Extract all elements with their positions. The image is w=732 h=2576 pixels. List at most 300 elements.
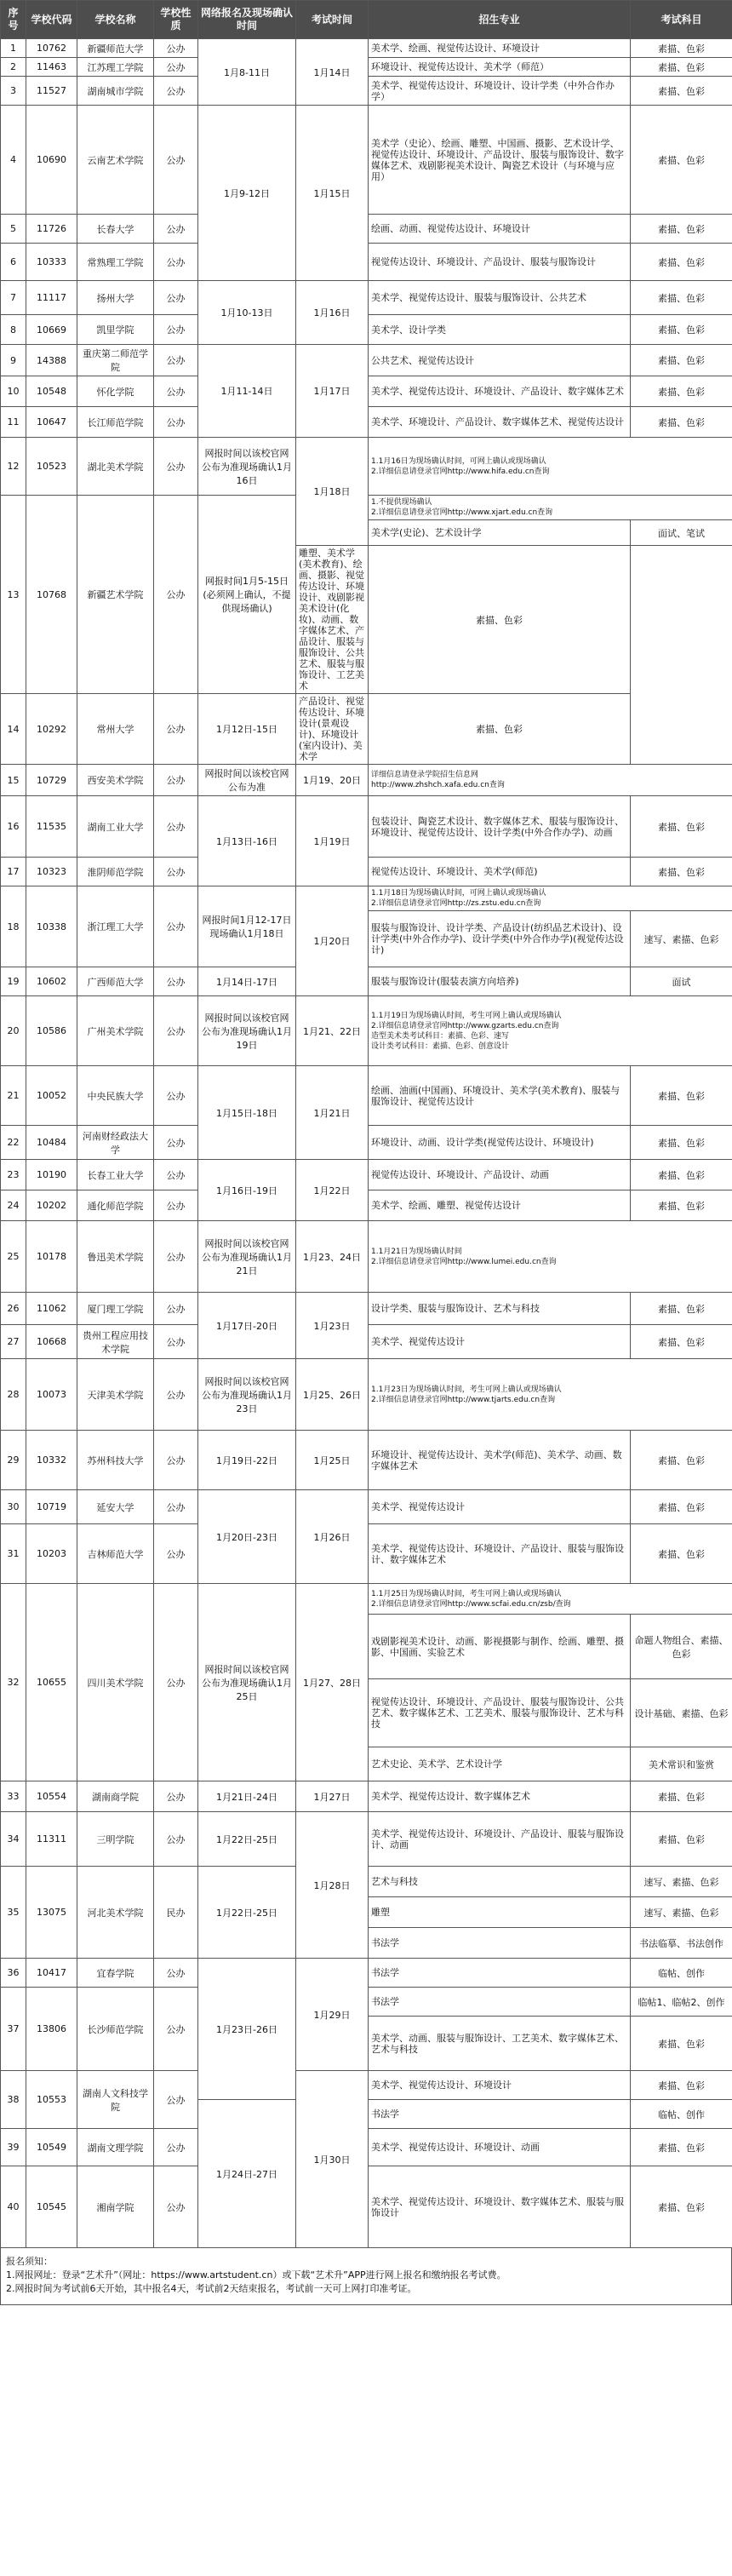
school-code: 11527	[26, 77, 77, 106]
notes-line-2: 2.网报时间为考试前6天开始，其中报名4天，考试前2天结束报名，考试前一天可上网打印准考证。	[6, 2283, 417, 2294]
majors: 书法学	[369, 2100, 631, 2129]
note-line: http://www.zhshch.xafa.edu.cn查询	[371, 781, 505, 789]
table-row	[1, 345, 732, 376]
subjects: 素描、色彩	[631, 1490, 732, 1524]
registration-time: 1月23日-26日	[198, 1959, 296, 2100]
school-name: 江苏理工学院	[77, 58, 154, 77]
school-name: 西安美术学院	[77, 765, 154, 796]
school-type: 公办	[154, 244, 198, 281]
row-no: 8	[1, 315, 26, 345]
table-row	[1, 1490, 732, 1524]
row-no: 13	[1, 496, 26, 694]
row-no: 30	[1, 1490, 26, 1524]
school-name: 中央民族大学	[77, 1066, 154, 1126]
school-name: 贵州工程应用技术学院	[77, 1325, 154, 1359]
col-header-no: 序号	[1, 1, 26, 39]
majors: 视觉传达设计、环境设计、产品设计、服装与服饰设计	[369, 244, 631, 281]
col-header-subjects: 考试科目	[631, 1, 732, 39]
subjects: 临帖、创作	[631, 2100, 732, 2129]
exam-time: 1月21、22日	[296, 996, 369, 1066]
registration-time: 1月21日-24日	[198, 1781, 296, 1812]
row-no: 15	[1, 765, 26, 796]
notes-line-1: 1.网报网址：登录“艺术升”（网址：https://www.artstudent.cn）或下载“艺术升”APP进行网上报名和缴纳报名考试费。	[6, 2269, 506, 2281]
majors: 美术学、绘画、视觉传达设计、环境设计	[369, 39, 631, 58]
exam-time: 1月20日	[296, 886, 369, 996]
school-code: 10203	[26, 1524, 77, 1584]
table-body	[1, 39, 732, 2248]
subjects: 素描、色彩	[631, 281, 732, 315]
col-header-code: 学校代码	[26, 1, 77, 39]
school-name: 常熟理工学院	[77, 244, 154, 281]
majors: 戏剧影视美术设计、动画、影视摄影与制作、绘画、雕塑、摄影、中国画、实验艺术	[369, 1615, 631, 1679]
registration-time: 1月13日-16日	[198, 796, 296, 886]
row-no: 19	[1, 967, 26, 996]
school-code: 14388	[26, 345, 77, 376]
school-name: 延安大学	[77, 1490, 154, 1524]
school-name: 四川美术学院	[77, 1584, 154, 1781]
school-code: 10549	[26, 2129, 77, 2166]
table-row	[1, 39, 732, 58]
majors: 艺术与科技	[369, 1867, 631, 1897]
table-row	[1, 1959, 732, 1988]
school-code: 10523	[26, 438, 77, 496]
school-code: 10484	[26, 1126, 77, 1160]
table-row	[1, 886, 732, 911]
table-row	[1, 996, 732, 1066]
registration-time: 网报时间以该校官网公布为准现场确认1月23日	[198, 1359, 296, 1431]
table-row	[1, 1812, 732, 1867]
school-notes	[369, 886, 732, 911]
row-no: 20	[1, 996, 26, 1066]
school-code: 10338	[26, 886, 77, 967]
row-no: 34	[1, 1812, 26, 1867]
col-header-type: 学校性质	[154, 1, 198, 39]
school-name: 广西师范大学	[77, 967, 154, 996]
school-name: 淮阴师范学院	[77, 858, 154, 886]
subjects: 素描、色彩	[631, 1781, 732, 1812]
subjects: 素描、色彩	[631, 315, 732, 345]
school-type: 公办	[154, 996, 198, 1066]
row-no: 5	[1, 215, 26, 244]
exam-time: 1月23、24日	[296, 1221, 369, 1293]
registration-time: 网报时间以该校官网公布为准现场确认1月25日	[198, 1584, 296, 1781]
majors: 视觉传达设计、环境设计、美术学(师范)	[369, 858, 631, 886]
registration-time: 网报时间以该校官网公布为准现场确认1月16日	[198, 438, 296, 496]
school-name: 新疆师范大学	[77, 39, 154, 58]
note-line: 造型美术类考试科目：素描、色彩、速写	[371, 1031, 510, 1041]
school-name: 湖南工业大学	[77, 796, 154, 858]
school-type: 公办	[154, 345, 198, 376]
majors: 绘画、动画、视觉传达设计、环境设计	[369, 215, 631, 244]
registration-time: 网报时间以该校官网公布为准现场确认1月19日	[198, 996, 296, 1066]
school-type: 公办	[154, 796, 198, 858]
school-notes	[369, 438, 732, 496]
school-code: 11463	[26, 58, 77, 77]
majors: 美术学、视觉传达设计、环境设计、产品设计、数字媒体艺术	[369, 376, 631, 407]
registration-time: 1月11-14日	[198, 345, 296, 438]
col-header-exam-time: 考试时间	[296, 1, 369, 39]
majors: 美术学、视觉传达设计、服装与服饰设计、公共艺术	[369, 281, 631, 315]
school-notes	[369, 1359, 732, 1431]
table-row	[1, 1293, 732, 1325]
exam-time: 1月25日	[296, 1431, 369, 1490]
majors: 视觉传达设计、环境设计、产品设计、服装与服饰设计、公共艺术、数字媒体艺术、工艺美术、服装与服饰设计、艺术与科技	[369, 1679, 631, 1747]
registration-time: 网报时间1月12-17日现场确认1月18日	[198, 886, 296, 967]
row-no: 26	[1, 1293, 26, 1325]
school-code: 10332	[26, 1431, 77, 1490]
school-code: 10762	[26, 39, 77, 58]
registration-time: 网报时间1月5-15日(必须网上确认，不提供现场确认)	[198, 496, 296, 694]
row-no: 28	[1, 1359, 26, 1431]
school-notes	[369, 1221, 732, 1293]
school-name: 怀化学院	[77, 376, 154, 407]
school-code: 13075	[26, 1867, 77, 1959]
majors: 美术学、绘画、雕塑、视觉传达设计	[369, 1190, 631, 1221]
school-code: 10669	[26, 315, 77, 345]
majors: 环境设计、视觉传达设计、美术学（师范）	[369, 58, 631, 77]
majors: 绘画、油画(中国画)、环境设计、美术学(美术教育)、服装与服饰设计、视觉传达设计	[369, 1066, 631, 1126]
table-row	[1, 1781, 732, 1812]
table-row	[1, 281, 732, 315]
row-no: 10	[1, 376, 26, 407]
school-type: 公办	[154, 1160, 198, 1190]
subjects: 面试、笔试	[631, 520, 732, 546]
school-code: 10586	[26, 996, 77, 1066]
school-code: 10729	[26, 765, 77, 796]
school-code: 10602	[26, 967, 77, 996]
school-code: 10323	[26, 858, 77, 886]
row-no: 12	[1, 438, 26, 496]
row-no: 27	[1, 1325, 26, 1359]
school-name: 广州美术学院	[77, 996, 154, 1066]
school-name: 新疆艺术学院	[77, 496, 154, 694]
subjects: 素描、色彩	[631, 1126, 732, 1160]
table-row	[1, 2071, 732, 2100]
row-no: 6	[1, 244, 26, 281]
school-notes	[369, 996, 732, 1066]
majors: 视觉传达设计、环境设计、产品设计、动画	[369, 1160, 631, 1190]
row-no: 21	[1, 1066, 26, 1126]
school-type: 公办	[154, 1812, 198, 1867]
exam-time: 1月19日	[296, 796, 369, 886]
registration-time: 1月12日-15日	[198, 694, 296, 765]
school-code: 10052	[26, 1066, 77, 1126]
school-name: 通化师范学院	[77, 1190, 154, 1221]
row-no: 18	[1, 886, 26, 967]
row-no: 29	[1, 1431, 26, 1490]
subjects: 素描、色彩	[631, 2071, 732, 2100]
table-row	[1, 106, 732, 215]
notes-title: 报名须知：	[6, 2256, 53, 2267]
subjects: 速写、素描、色彩	[631, 1897, 732, 1928]
registration-time: 1月24日-27日	[198, 2100, 296, 2248]
school-name: 常州大学	[77, 694, 154, 765]
school-type: 公办	[154, 1126, 198, 1160]
subjects: 设计基础、素描、色彩	[631, 1679, 732, 1747]
majors: 美术学、环境设计、产品设计、数字媒体艺术、视觉传达设计	[369, 407, 631, 438]
subjects: 素描、色彩	[631, 1190, 732, 1221]
table-row	[1, 1431, 732, 1490]
school-type: 公办	[154, 886, 198, 967]
row-no: 40	[1, 2166, 26, 2248]
majors: 美术学、设计学类	[369, 315, 631, 345]
school-name: 厦门理工学院	[77, 1293, 154, 1325]
note-line: 1.1月25日为现场确认时间，考生可网上确认或现场确认	[371, 1589, 562, 1598]
majors: 雕塑	[369, 1897, 631, 1928]
subjects: 素描、色彩	[631, 2017, 732, 2071]
school-type: 公办	[154, 1066, 198, 1126]
exam-time: 1月18日	[296, 438, 369, 546]
row-no: 36	[1, 1959, 26, 1988]
majors: 美术学、视觉传达设计、环境设计、数字媒体艺术、服装与服饰设计	[369, 2166, 631, 2248]
school-type: 公办	[154, 1190, 198, 1221]
school-name: 湖南城市学院	[77, 77, 154, 106]
note-line: 2.详细信息请登录官网http://www.lumei.edu.cn查询	[371, 1257, 557, 1266]
majors: 美术学、视觉传达设计、数字媒体艺术	[369, 1781, 631, 1812]
registration-time: 1月8-11日	[198, 39, 296, 106]
subjects: 书法临摹、书法创作	[631, 1928, 732, 1959]
majors: 美术学(史论)、艺术设计学	[369, 520, 631, 546]
row-no: 23	[1, 1160, 26, 1190]
exam-time: 1月15日	[296, 106, 369, 281]
school-code: 10768	[26, 496, 77, 694]
school-code: 13806	[26, 1988, 77, 2071]
school-type: 公办	[154, 1431, 198, 1490]
school-code: 10190	[26, 1160, 77, 1190]
registration-time: 1月9-12日	[198, 106, 296, 281]
school-code: 11062	[26, 1293, 77, 1325]
note-line: 2.详细信息请登录官网http://zs.zstu.edu.cn查询	[371, 899, 541, 908]
note-line: 1.1月16日为现场确认时间，可网上确认或现场确认	[371, 456, 546, 466]
majors: 公共艺术、视觉传达设计	[369, 345, 631, 376]
school-type: 公办	[154, 1490, 198, 1524]
school-code: 10202	[26, 1190, 77, 1221]
school-code: 10417	[26, 1959, 77, 1988]
school-name: 湖北美术学院	[77, 438, 154, 496]
note-line: 1.不提供现场确认	[371, 498, 432, 507]
majors: 环境设计、视觉传达设计、美术学(师范)、美术学、动画、数字媒体艺术	[369, 1431, 631, 1490]
registration-time: 1月22日-25日	[198, 1867, 296, 1959]
school-name: 鲁迅美术学院	[77, 1221, 154, 1293]
registration-time: 1月19日-22日	[198, 1431, 296, 1490]
row-no: 38	[1, 2071, 26, 2129]
subjects: 速写、素描、色彩	[631, 911, 732, 967]
school-code: 10647	[26, 407, 77, 438]
school-type: 公办	[154, 407, 198, 438]
school-name: 凯里学院	[77, 315, 154, 345]
note-line: 设计类考试科目：素描、色彩、创意设计	[371, 1041, 510, 1051]
school-type: 公办	[154, 1221, 198, 1293]
exam-time: 1月27日	[296, 1781, 369, 1812]
majors: 雕塑、美术学(美术教育)、绘画、摄影、视觉传达设计、环境设计、戏剧影视美术设计(化妆)、动画、数字媒体艺术、产品设计、服装与服饰设计、公共艺术、服装与服饰设计、工艺美术	[296, 546, 369, 694]
majors: 美术学、视觉传达设计	[369, 1325, 631, 1359]
exam-time: 1月29日	[296, 1959, 369, 2071]
exam-time: 1月19、20日	[296, 765, 369, 796]
school-type: 公办	[154, 281, 198, 315]
row-no: 14	[1, 694, 26, 765]
school-notes	[369, 496, 732, 520]
school-code: 10178	[26, 1221, 77, 1293]
school-name: 苏州科技大学	[77, 1431, 154, 1490]
school-code: 11726	[26, 215, 77, 244]
school-name: 河南财经政法大学	[77, 1126, 154, 1160]
table-row	[1, 1221, 732, 1293]
school-type: 公办	[154, 496, 198, 694]
subjects: 素描、色彩	[631, 376, 732, 407]
school-name: 湖南人文科技学院	[77, 2071, 154, 2129]
school-code: 10292	[26, 694, 77, 765]
row-no: 37	[1, 1988, 26, 2071]
note-line: 2.详细信息请登录官网http://www.hifa.edu.cn查询	[371, 467, 550, 476]
exam-time: 1月17日	[296, 345, 369, 438]
school-code: 10545	[26, 2166, 77, 2248]
registration-time: 1月22日-25日	[198, 1812, 296, 1867]
table-row	[1, 1584, 732, 1615]
note-line: 2.详细信息请登录官网http://www.tjarts.edu.cn查询	[371, 1395, 556, 1404]
school-code: 11311	[26, 1812, 77, 1867]
exam-time: 1月28日	[296, 1812, 369, 1959]
school-type: 公办	[154, 1293, 198, 1325]
majors: 包装设计、陶瓷艺术设计、数字媒体艺术、服装与服饰设计、环境设计、视觉传达设计、设计学类(中外合作办学)、动画	[369, 796, 631, 858]
exam-time: 1月23日	[296, 1293, 369, 1359]
subjects: 面试	[631, 967, 732, 996]
majors: 艺术史论、美术学、艺术设计学	[369, 1747, 631, 1781]
note-line: 1.1月23日为现场确认时间，考生可网上确认或现场确认	[371, 1385, 562, 1394]
subjects: 素描、色彩	[631, 1524, 732, 1584]
exam-time: 1月30日	[296, 2071, 369, 2248]
subjects: 美术常识和鉴赏	[631, 1747, 732, 1781]
row-no: 11	[1, 407, 26, 438]
table-row	[1, 694, 732, 765]
school-type: 公办	[154, 694, 198, 765]
subjects: 素描、色彩	[631, 1325, 732, 1359]
subjects: 素描、色彩	[369, 546, 631, 694]
school-type: 公办	[154, 39, 198, 58]
majors: 美术学、视觉传达设计、环境设计、设计学类（中外合作办学）	[369, 77, 631, 106]
school-code: 11117	[26, 281, 77, 315]
majors: 环境设计、动画、设计学类(视觉传达设计、环境设计)	[369, 1126, 631, 1160]
school-code: 10690	[26, 106, 77, 215]
school-type: 公办	[154, 1781, 198, 1812]
registration-notes	[0, 2248, 732, 2305]
school-type: 公办	[154, 858, 198, 886]
majors: 服装与服饰设计、设计学类、产品设计(纺织品艺术设计)、设计学类(中外合作办学)、设计学类(中外合作办学)(视觉传达设计)	[369, 911, 631, 967]
majors: 美术学、视觉传达设计、环境设计	[369, 2071, 631, 2100]
majors: 美术学、视觉传达设计	[369, 1490, 631, 1524]
registration-time: 网报时间以该校官网公布为准现场确认1月21日	[198, 1221, 296, 1293]
majors: 产品设计、视觉传达设计、环境设计(景观设计)、环境设计(室内设计)、美术学	[296, 694, 369, 765]
subjects: 素描、色彩	[631, 1293, 732, 1325]
school-type: 公办	[154, 106, 198, 215]
school-type: 公办	[154, 315, 198, 345]
subjects: 素描、色彩	[631, 1160, 732, 1190]
registration-time: 1月16日-19日	[198, 1160, 296, 1221]
school-type: 公办	[154, 438, 198, 496]
col-header-majors: 招生专业	[369, 1, 631, 39]
subjects: 速写、素描、色彩	[631, 1867, 732, 1897]
subjects: 素描、色彩	[631, 2129, 732, 2166]
school-type: 公办	[154, 1959, 198, 1988]
col-header-registration: 网络报名及现场确认时间	[198, 1, 296, 39]
registration-time: 1月17日-20日	[198, 1293, 296, 1359]
note-line: 详细信息请登录学院招生信息网	[371, 771, 479, 779]
majors: 美术学、视觉传达设计、环境设计、产品设计、服装与服饰设计、数字媒体艺术	[369, 1524, 631, 1584]
majors: 美术学（史论）、绘画、雕塑、中国画、摄影、艺术设计学、视觉传达设计、环境设计、产品设计、服装与服饰设计、数字媒体艺术、戏剧影视美术设计、陶瓷艺术设计（与环境与应用）	[369, 106, 631, 215]
exam-time: 1月25、26日	[296, 1359, 369, 1431]
school-type: 公办	[154, 58, 198, 77]
school-name: 长沙师范学院	[77, 1988, 154, 2071]
subjects: 素描、色彩	[631, 1066, 732, 1126]
subjects: 素描、色彩	[631, 77, 732, 106]
subjects: 素描、色彩	[631, 58, 732, 77]
subjects: 素描、色彩	[631, 1431, 732, 1490]
exam-time: 1月16日	[296, 281, 369, 345]
school-type: 公办	[154, 2071, 198, 2129]
note-line: 1.1月21日为现场确认时间	[371, 1247, 462, 1256]
school-code: 10333	[26, 244, 77, 281]
registration-time: 1月20日-23日	[198, 1490, 296, 1584]
subjects: 素描、色彩	[631, 407, 732, 438]
row-no: 33	[1, 1781, 26, 1812]
registration-time: 网报时间以该校官网公布为准	[198, 765, 296, 796]
majors: 服装与服饰设计(服装表演方向培养)	[369, 967, 631, 996]
school-type: 公办	[154, 1988, 198, 2071]
row-no: 31	[1, 1524, 26, 1584]
exam-time: 1月21日	[296, 1066, 369, 1160]
exam-time: 1月27、28日	[296, 1584, 369, 1781]
row-no: 22	[1, 1126, 26, 1160]
note-line: 2.详细信息请登录官网http://www.scfai.edu.cn/zsb/查询	[371, 1599, 571, 1609]
note-line: 2.详细信息请登录官网http://www.gzarts.edu.cn查询	[371, 1021, 559, 1030]
subjects: 素描、色彩	[631, 345, 732, 376]
school-type: 公办	[154, 1359, 198, 1431]
note-line: 2.详细信息请登录官网http://www.xjart.edu.cn查询	[371, 508, 553, 517]
school-name: 湖南商学院	[77, 1781, 154, 1812]
school-code: 10719	[26, 1490, 77, 1524]
school-code: 10655	[26, 1584, 77, 1781]
school-name: 天津美术学院	[77, 1359, 154, 1431]
school-name: 浙江理工大学	[77, 886, 154, 967]
exam-time: 1月22日	[296, 1160, 369, 1221]
majors: 美术学、动画、服装与服饰设计、工艺美术、数字媒体艺术、艺术与科技	[369, 2017, 631, 2071]
note-line: 1.1月19日为现场确认时间，考生可网上确认或现场确认	[371, 1011, 562, 1020]
school-type: 公办	[154, 2129, 198, 2166]
school-type: 公办	[154, 77, 198, 106]
school-name: 云南艺术学院	[77, 106, 154, 215]
table-row	[1, 438, 732, 496]
table-row	[1, 1160, 732, 1190]
row-no: 3	[1, 77, 26, 106]
row-no: 32	[1, 1584, 26, 1781]
note-line: 1.1月18日为现场确认时间，可网上确认或现场确认	[371, 889, 546, 898]
subjects: 素描、色彩	[631, 2166, 732, 2248]
row-no: 17	[1, 858, 26, 886]
school-type: 公办	[154, 1325, 198, 1359]
row-no: 1	[1, 39, 26, 58]
school-code: 10548	[26, 376, 77, 407]
school-name: 湖南文理学院	[77, 2129, 154, 2166]
table-header	[1, 1, 732, 39]
majors: 美术学、视觉传达设计、环境设计、动画	[369, 2129, 631, 2166]
subjects: 素描、色彩	[631, 106, 732, 215]
subjects: 素描、色彩	[631, 796, 732, 858]
subjects: 素描、色彩	[631, 1812, 732, 1867]
registration-time: 1月14日-17日	[198, 967, 296, 996]
table-row	[1, 1066, 732, 1126]
school-code: 10073	[26, 1359, 77, 1431]
table-row	[1, 796, 732, 858]
school-type: 公办	[154, 1524, 198, 1584]
